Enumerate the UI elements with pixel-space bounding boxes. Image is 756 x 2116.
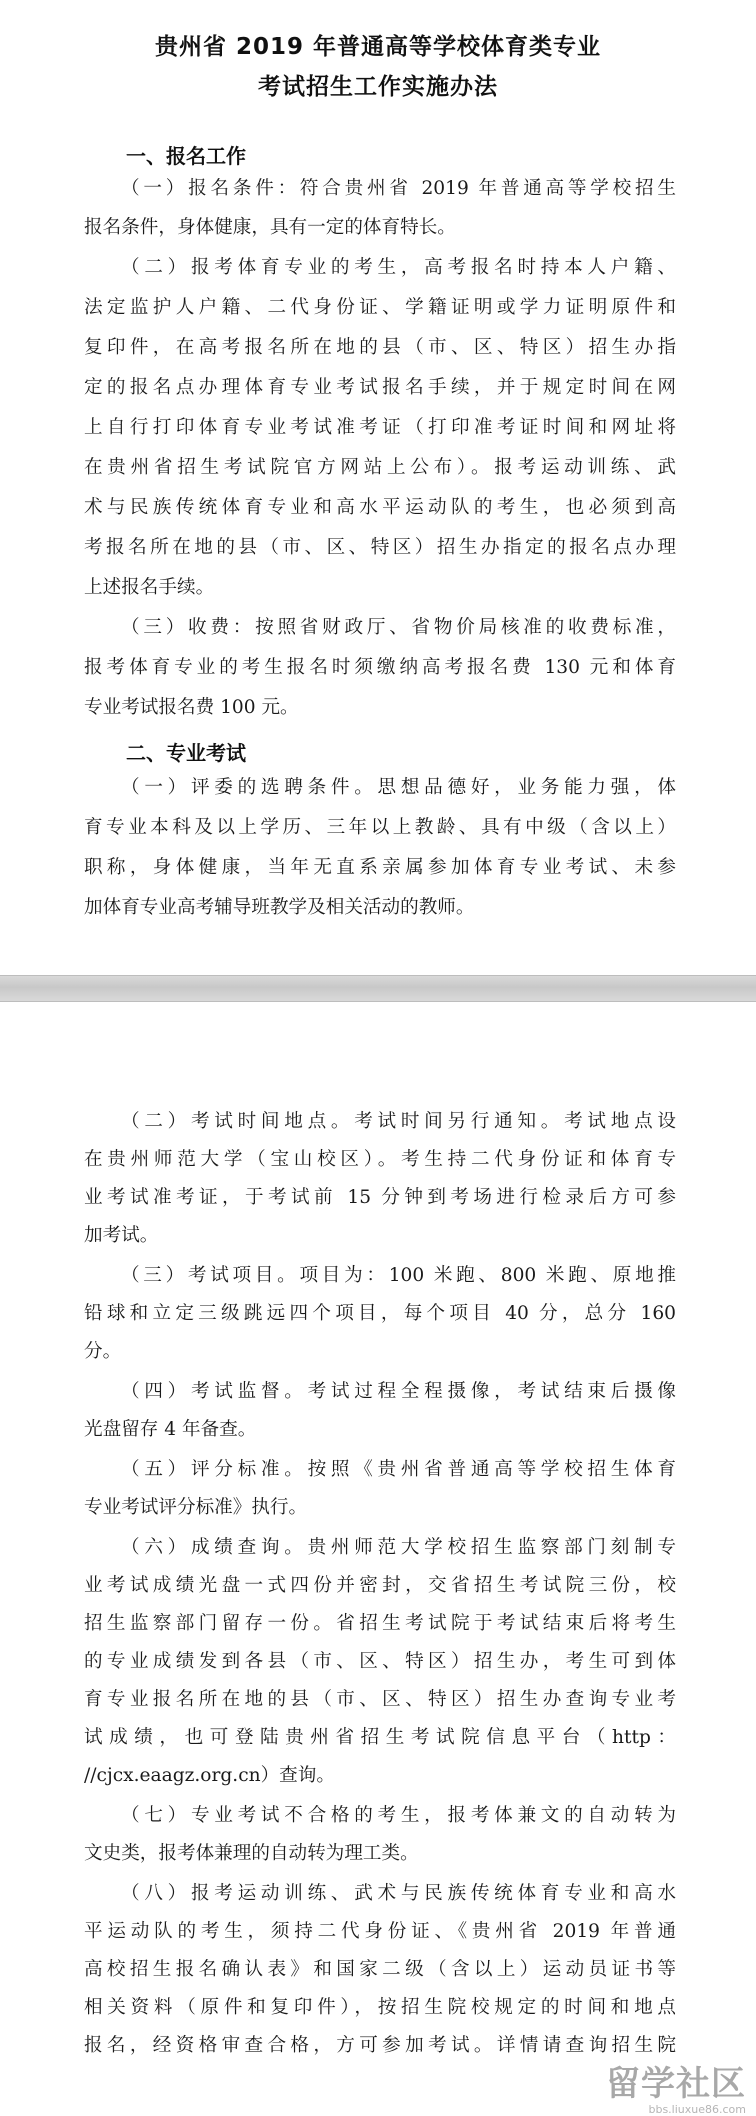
paragraph-line: 加体育专业高考辅导班教学及相关活动的教师。: [84, 897, 475, 918]
paragraph-line: 铅球和立定三级跳远四个项目，每个项目 40 分，总分 160: [84, 1303, 676, 1324]
page-separator: [0, 975, 756, 1002]
paragraph-line: 加考试。: [84, 1225, 159, 1246]
paragraph-line: （八）报考运动训练、武术与民族传统体育专业和高水: [121, 1883, 676, 1904]
paragraph-line: 报考体育专业的考生报名时须缴纳高考报名费 130 元和体育: [84, 657, 676, 678]
paragraph-line: 法定监护人户籍、二代身份证、学籍证明或学力证明原件和: [84, 297, 676, 318]
paragraph-line: 上述报名手续。: [84, 577, 215, 598]
paragraph-line: 专业考试评分标准》执行。: [84, 1497, 308, 1518]
paragraph-line: 报名条件，身体健康，具有一定的体育特长。: [84, 217, 456, 238]
watermark-url: bbs.liuxue86.com: [648, 2103, 746, 2116]
section-heading-professional-exam: 二、专业考试: [126, 741, 246, 765]
site-watermark: [606, 2056, 746, 2116]
paragraph-line: 在贵州省招生考试院官方网站上公布）。报考运动训练、武: [84, 457, 676, 478]
paragraph-line: （六）成绩查询。贵州师范大学校招生监察部门刻制专: [121, 1537, 676, 1558]
paragraph-line: （二）考试时间地点。考试时间另行通知。考试地点设: [121, 1111, 676, 1132]
paragraph-line: （三）收费：按照省财政厅、省物价局核准的收费标准，: [121, 617, 676, 638]
paragraph-line: （二）报考体育专业的考生，高考报名时持本人户籍、: [121, 257, 676, 278]
paragraph-line: 报名，经资格审查合格，方可参加考试。详情请查询招生院: [84, 2035, 676, 2056]
paragraph-line: 平运动队的考生，须持二代身份证、《贵州省 2019 年普通: [84, 1921, 676, 1942]
paragraph-line: 试成绩，也可登陆贵州省招生考试院信息平台（http：: [84, 1727, 676, 1748]
paragraph-line: 专业考试报名费 100 元。: [84, 697, 299, 718]
paragraph-line: （五）评分标准。按照《贵州省普通高等学校招生体育: [121, 1459, 676, 1480]
paragraph-line: 上自行打印体育专业考试准考证（打印准考证时间和网址将: [84, 417, 676, 438]
paragraph-line: 高校招生报名确认表》和国家二级（含以上）运动员证书等: [84, 1959, 676, 1980]
paragraph-line: （四）考试监督。考试过程全程摄像，考试结束后摄像: [121, 1381, 676, 1402]
paragraph-line: //cjcx.eaagz.org.cn）查询。: [84, 1765, 335, 1786]
paragraph-line: （七）专业考试不合格的考生，报考体兼文的自动转为: [121, 1805, 676, 1826]
paragraph-line: 文史类，报考体兼理的自动转为理工类。: [84, 1843, 419, 1864]
paragraph-line: 育专业报名所在地的县（市、区、特区）招生办查询专业考: [84, 1689, 676, 1710]
watermark-brand: 留学社区: [606, 2064, 746, 2104]
paragraph-line: 术与民族传统体育专业和高水平运动队的考生，也必须到高: [84, 497, 676, 518]
document-title-line-1: 贵州省 2019 年普通高等学校体育类专业: [154, 34, 602, 60]
paragraph-line: 相关资料（原件和复印件），按招生院校规定的时间和地点: [84, 1997, 676, 2018]
paragraph-line: 业考试准考证，于考试前 15 分钟到考场进行检录后方可参: [84, 1187, 676, 1208]
paragraph-line: （一）评委的选聘条件。思想品德好，业务能力强，体: [121, 777, 676, 798]
paragraph-line: 在贵州师范大学（宝山校区）。考生持二代身份证和体育专: [84, 1149, 676, 1170]
paragraph-line: 复印件，在高考报名所在地的县（市、区、特区）招生办指: [84, 337, 676, 358]
document-title-line-2: 考试招生工作实施办法: [258, 74, 498, 100]
section-heading-registration: 一、报名工作: [126, 144, 246, 168]
paragraph-line: 定的报名点办理体育专业考试报名手续，并于规定时间在网: [84, 377, 676, 398]
paragraph-line: （三）考试项目。项目为：100 米跑、800 米跑、原地推: [121, 1265, 676, 1286]
paragraph-line: 职称，身体健康，当年无直系亲属参加体育专业考试、未参: [84, 857, 676, 878]
paragraph-line: 光盘留存 4 年备查。: [84, 1419, 257, 1440]
paragraph-line: 招生监察部门留存一份。省招生考试院于考试结束后将考生: [84, 1613, 676, 1634]
document-page-2: [0, 1002, 756, 2115]
document-page-1: [0, 0, 756, 975]
paragraph-line: 业考试成绩光盘一式四份并密封，交省招生考试院三份，校: [84, 1575, 676, 1596]
paragraph-line: （一）报名条件：符合贵州省 2019 年普通高等学校招生: [121, 178, 676, 199]
paragraph-line: 分。: [84, 1341, 122, 1362]
paragraph-line: 的专业成绩发到各县（市、区、特区）招生办，考生可到体: [84, 1651, 676, 1672]
paragraph-line: 育专业本科及以上学历、三年以上教龄、具有中级（含以上）: [84, 817, 676, 838]
paragraph-line: 考报名所在地的县（市、区、特区）招生办指定的报名点办理: [84, 537, 676, 558]
